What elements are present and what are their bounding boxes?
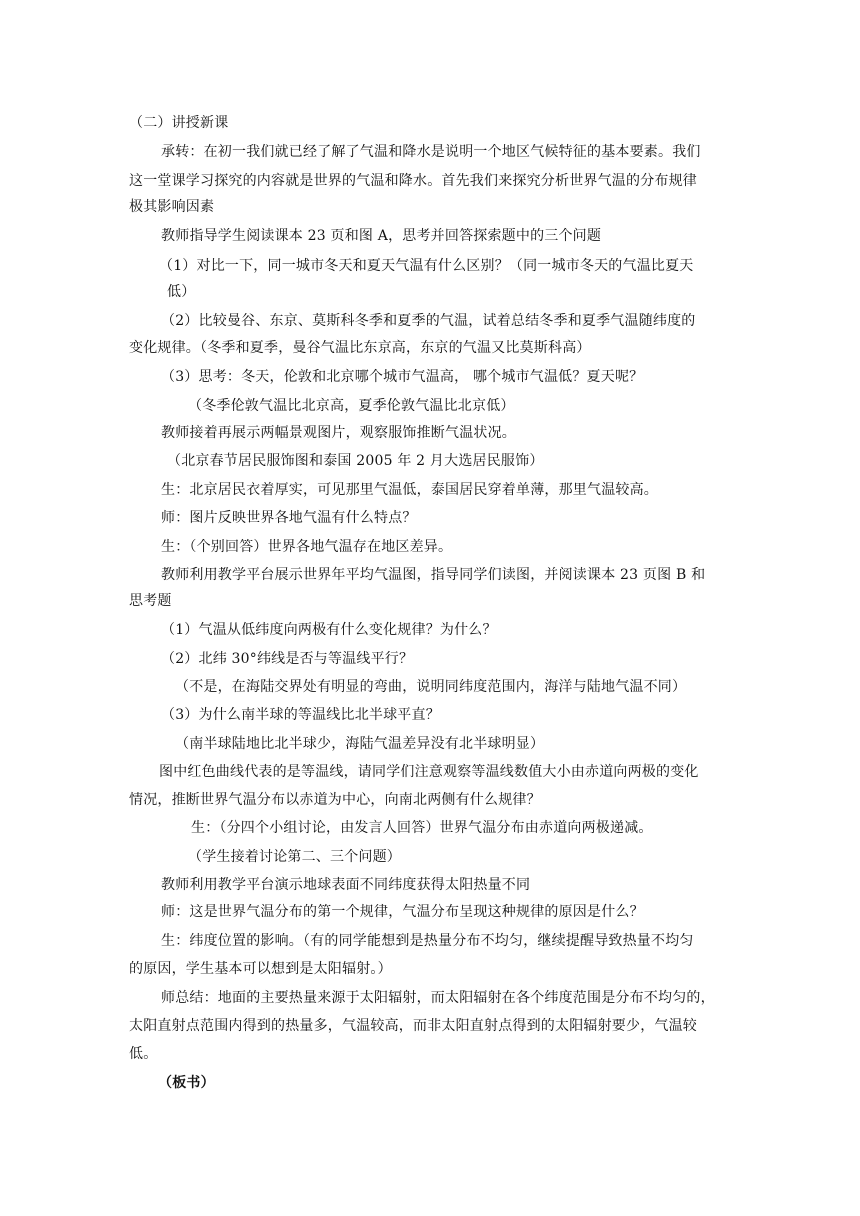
question-line: （2）比较曼谷、东京、莫斯科冬季和夏季的气温，试着总结冬季和夏季气温随纬度的 xyxy=(161,313,696,329)
paragraph-line: 教师指导学生阅读课本 23 页和图 A，思考并回答探索题中的三个问题 xyxy=(161,228,602,244)
section-heading: （二）讲授新课 xyxy=(129,115,229,131)
paragraph-line: 这一堂课学习探究的内容就是世界的气温和降水。首先我们来探究分析世界气温的分布规律 xyxy=(129,173,697,189)
question-line: （1）对比一下，同一城市冬天和夏天气温有什么区别？（同一城市冬天的气温比夏天 xyxy=(159,258,694,274)
paragraph-line: 极其影响因素 xyxy=(129,199,215,215)
answer-line: （南半球陆地比北半球少，海陆气温差异没有北半球明显） xyxy=(175,736,545,752)
answer-line: （不是，在海陆交界处有明显的弯曲，说明同纬度范围内，海洋与陆地气温不同） xyxy=(175,679,687,695)
answer-line: 低） xyxy=(167,284,196,300)
dialogue-line: 生：北京居民衣着厚实，可见那里气温低，泰国居民穿着单薄，那里气温较高。 xyxy=(161,482,658,498)
answer-line: （冬季伦敦气温比北京高，夏季伦敦气温比北京低） xyxy=(188,398,515,414)
question-line: （2）北纬 30°纬线是否与等温线平行？ xyxy=(161,651,414,667)
paragraph-line: 教师接着再展示两幅景观图片，观察服饰推断气温状况。 xyxy=(161,425,516,441)
question-line: （1）气温从低纬度向两极有什么变化规律？为什么？ xyxy=(161,622,497,638)
paragraph-line: 思考题 xyxy=(129,593,172,609)
paragraph-line: 教师利用教学平台展示世界年平均气温图，指导同学们读图，并阅读课本 23 页图 B 和 xyxy=(161,567,706,583)
paragraph-line: 承转：在初一我们就已经了解了气温和降水是说明一个地区气候特征的基本要素。我们 xyxy=(161,144,701,160)
dialogue-line: 师：图片反映世界各地气温有什么特点？ xyxy=(161,510,417,526)
answer-line: 变化规律。（冬季和夏季，曼谷气温比东京高，东京的气温又比莫斯科高） xyxy=(129,340,591,356)
paragraph-line: 情况，推断世界气温分布以赤道为中心，向南北两侧有什么规律？ xyxy=(129,792,541,808)
paragraph-line: 师总结：地面的主要热量来源于太阳辐射，而太阳辐射在各个纬度范围是分布不均匀的， xyxy=(161,990,715,1006)
dialogue-line: 生：（分四个小组讨论，由发言人回答）世界气温分布由赤道向两极递减。 xyxy=(191,820,653,836)
dialogue-line: 生：（个别回答）世界各地气温存在地区差异。 xyxy=(161,539,453,555)
dialogue-line: 生：纬度位置的影响。（有的同学能想到是热量分布不均匀，继续提醒导致热量不均匀 xyxy=(161,933,694,949)
question-line: （3）为什么南半球的等温线比北半球平直？ xyxy=(161,707,440,723)
board-note-label: （板书） xyxy=(158,1075,215,1091)
paragraph-line: （学生接着讨论第二、三个问题） xyxy=(188,849,401,865)
question-line: （3）思考：冬天，伦敦和北京哪个城市气温高， 哪个城市气温低？夏天呢？ xyxy=(161,369,644,385)
paragraph-line: 图中红色曲线代表的是等温线，请同学们注意观察等温线数值大小由赤道向两极的变化 xyxy=(159,764,699,780)
paragraph-line: 教师利用教学平台演示地球表面不同纬度获得太阳热量不同 xyxy=(161,877,531,893)
dialogue-line: 师：这是世界气温分布的第一个规律，气温分布呈现这种规律的原因是什么？ xyxy=(161,904,644,920)
paragraph-line: 太阳直射点范围内得到的热量多，气温较高，而非太阳直射点得到的太阳辐射要少，气温较 xyxy=(129,1018,697,1034)
dialogue-line: 的原因，学生基本可以想到是太阳辐射。） xyxy=(129,961,392,977)
paragraph-line: （北京春节居民服饰图和泰国 2005 年 2 月大选居民服饰） xyxy=(167,453,544,469)
paragraph-line: 低。 xyxy=(129,1046,158,1062)
